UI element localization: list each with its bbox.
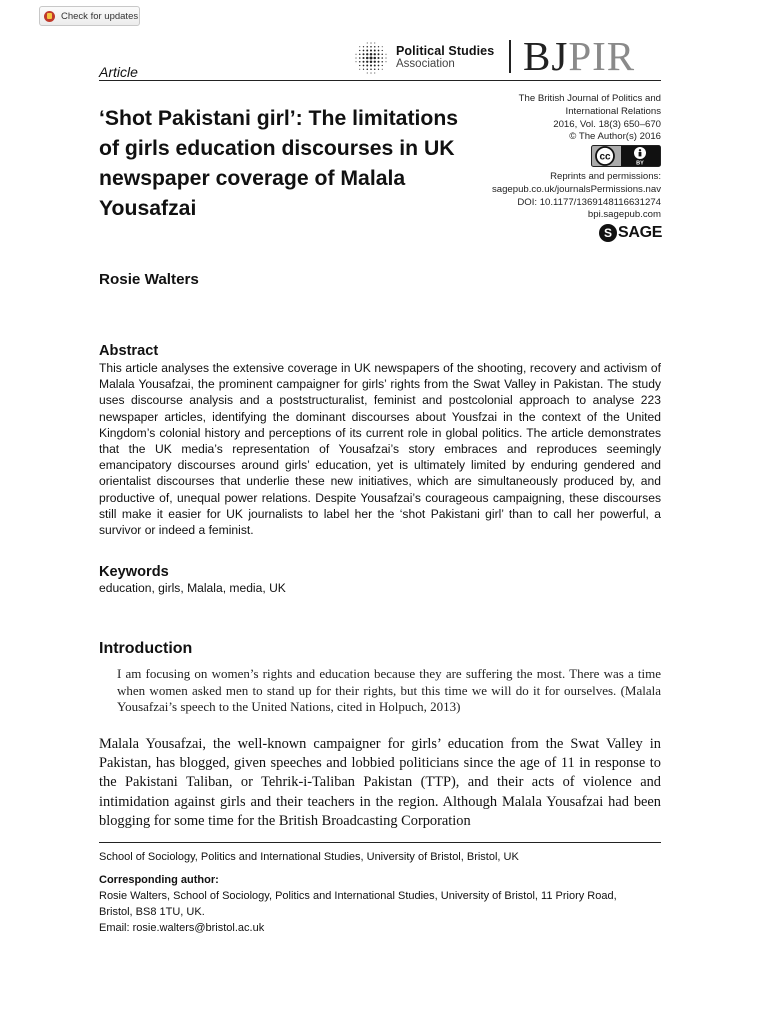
journal-name-line1: The British Journal of Politics and bbox=[518, 93, 661, 104]
logo-dot bbox=[355, 61, 356, 62]
logo-dot bbox=[359, 46, 360, 47]
logo-dot bbox=[381, 57, 383, 59]
logo-dot bbox=[363, 65, 365, 67]
logo-dot bbox=[381, 61, 383, 63]
corresponding-email[interactable]: Email: rosie.walters@bristol.ac.uk bbox=[99, 922, 265, 934]
logo-dot bbox=[378, 65, 380, 67]
logo-dot bbox=[370, 72, 371, 73]
logo-dot bbox=[374, 68, 376, 70]
crossmark-icon bbox=[44, 11, 55, 22]
psa-name-line2: Association bbox=[396, 58, 455, 70]
logo-dot bbox=[359, 57, 361, 59]
by-label: BY bbox=[636, 160, 644, 167]
logo-dot bbox=[363, 46, 364, 47]
doi[interactable]: DOI: 10.1177/1369148116631274 bbox=[517, 196, 661, 208]
logo-dot bbox=[378, 46, 379, 47]
corresponding-address-line1: Rosie Walters, School of Sociology, Politics and International Studies, University of Bristol, 11 Priory Road, bbox=[99, 890, 617, 902]
logo-dot bbox=[382, 46, 383, 47]
logo-dot bbox=[359, 69, 360, 70]
logo-dot bbox=[378, 69, 379, 70]
psa-name-line1: Political Studies bbox=[396, 44, 495, 58]
logo-dot bbox=[367, 72, 368, 73]
epigraph-quote: I am focusing on women’s rights and education because they are suffering the most. There was a time when women asked men to stand up for their rights, but this time we will do it for ourselves. (Malala Yousafzai’s speech to the United Nations, cited in Holpuch, 2013) bbox=[117, 666, 661, 715]
reprints-label: Reprints and permissions: bbox=[550, 171, 661, 182]
logo-dot bbox=[355, 54, 356, 55]
corresponding-author-heading: Corresponding author: bbox=[99, 874, 219, 886]
logo-dot bbox=[370, 57, 373, 60]
logo-dot bbox=[370, 53, 373, 56]
logo-dot bbox=[366, 57, 369, 60]
cc-label: cc bbox=[599, 151, 611, 163]
logo-dot bbox=[359, 50, 360, 51]
abstract-heading: Abstract bbox=[99, 343, 159, 359]
logo-dot bbox=[370, 68, 372, 70]
journal-volume: 2016, Vol. 18(3) 650–670 bbox=[553, 118, 661, 130]
keywords-list: education, girls, Malala, media, UK bbox=[99, 581, 286, 595]
journal-logo bbox=[523, 33, 636, 79]
logo-dot bbox=[366, 46, 368, 48]
logo-dot bbox=[385, 61, 386, 62]
header-rule bbox=[99, 80, 661, 81]
header-divider bbox=[509, 40, 511, 73]
logo-dot bbox=[363, 50, 365, 52]
logo-dot bbox=[374, 53, 376, 55]
logo-dot bbox=[377, 57, 379, 59]
paper-title: ‘Shot Pakistani girl’: The limitations of girls education discourses in UK newspaper coverage of Malala Yousafzai bbox=[99, 107, 459, 220]
journal-name-line2: International Relations bbox=[565, 105, 661, 117]
logo-dot bbox=[374, 61, 376, 63]
logo-dot bbox=[367, 42, 368, 43]
sage-logo bbox=[599, 224, 662, 242]
copyright: © The Author(s) 2016 bbox=[569, 131, 661, 143]
article-type-label: Article bbox=[99, 64, 138, 80]
logo-dot bbox=[366, 53, 368, 55]
logo-dot bbox=[382, 65, 383, 66]
logo-dot bbox=[366, 50, 368, 52]
corresponding-author-details bbox=[99, 888, 661, 936]
logo-dot bbox=[385, 54, 386, 55]
author-name: Rosie Walters bbox=[99, 271, 199, 288]
logo-dot bbox=[363, 61, 365, 63]
journal-logo-pir: PIR bbox=[568, 33, 636, 79]
logo-dot bbox=[378, 61, 380, 63]
permissions-meta bbox=[492, 171, 661, 222]
logo-dot bbox=[378, 53, 380, 55]
logo-dot bbox=[370, 60, 373, 63]
journal-logo-bj: BJ bbox=[523, 33, 569, 79]
logo-dot bbox=[374, 50, 376, 52]
logo-dot bbox=[374, 65, 376, 67]
logo-dot bbox=[370, 64, 372, 66]
journal-meta bbox=[519, 93, 661, 144]
check-for-updates-label: Check for updates bbox=[61, 10, 139, 22]
logo-dot bbox=[378, 50, 380, 52]
logo-dot bbox=[355, 57, 356, 58]
logo-dot bbox=[382, 50, 383, 51]
keywords-heading: Keywords bbox=[99, 564, 169, 580]
introduction-heading: Introduction bbox=[99, 640, 193, 657]
logo-dot bbox=[359, 61, 361, 63]
logo-dot bbox=[363, 69, 364, 70]
logo-dot bbox=[370, 42, 371, 43]
sage-s-icon: S bbox=[599, 224, 617, 242]
logo-dot bbox=[373, 57, 376, 60]
logo-dot bbox=[374, 72, 375, 73]
logo-dot bbox=[359, 65, 360, 66]
author-affiliation: School of Sociology, Politics and International Studies, University of Bristol, Bristol, UK bbox=[99, 851, 519, 863]
logo-dot bbox=[382, 69, 383, 70]
logo-dot bbox=[370, 49, 372, 51]
sage-wordmark: SAGE bbox=[618, 224, 663, 241]
logo-dot bbox=[374, 42, 375, 43]
logo-dot bbox=[359, 53, 361, 55]
footnote-rule bbox=[99, 842, 661, 843]
logo-dot bbox=[385, 57, 386, 58]
logo-dot bbox=[366, 61, 368, 63]
logo-dot bbox=[374, 46, 376, 48]
journal-site-link[interactable]: bpi.sagepub.com bbox=[587, 209, 661, 221]
logo-dot bbox=[370, 46, 372, 48]
logo-dot bbox=[381, 53, 383, 55]
check-for-updates-button[interactable] bbox=[39, 6, 140, 26]
creative-commons-by-icon[interactable] bbox=[591, 145, 661, 167]
logo-dot bbox=[362, 57, 364, 59]
logo-dot bbox=[366, 68, 368, 70]
logo-dot bbox=[363, 53, 365, 55]
body-paragraph: Malala Yousafzai, the well-known campaigner for girls’ education from the Swat Valley in Pakistan, has blogged, given speeches and lobbied politicians since the age of 11 in response to the Pakistani Taliban, or Tehrik-i-Taliban Pakistan (TTP), and their acts of violence and intimidation against girls and their teachers in the region. Although Malala Yousafzai had been blogging for some time for the British Broadcasting Corporation bbox=[99, 736, 661, 829]
corresponding-address-line2: Bristol, BS8 1TU, UK. bbox=[99, 906, 205, 918]
reprints-link[interactable]: sagepub.co.uk/journalsPermissions.nav bbox=[491, 183, 661, 195]
logo-dot bbox=[366, 65, 368, 67]
dot-globe-icon bbox=[354, 41, 388, 75]
abstract-text: This article analyses the extensive coverage in UK newspapers of the shooting, recovery and activism of Malala Yousafzai, the prominent campaigner for girls’ rights from the Swat Valley in Pakistan. The study uses discourse analysis and a poststructuralist, feminist and postcolonial approach to analyse 223 newspaper articles, identifying the dominant discourses about Yousfzai in the context of the United Kingdom’s colonial history and perceptions of its current role in global politics. The article demonstrates that the UK media’s representation of Yousafzai’s story embraces and reproduces seemingly emancipatory discourses around girls’ education, yet is ultimately limited by enduring gendered and orientalist discourses that underlie these new initiatives, which are simultaneously produced by, and productive of, unequal power relations. Despite Yousafzai’s courageous campaigning, these discourses still make it easier for UK journalists to label her the ‘shot Pakistani girl’ than to call her powerful, a survivor or indeed a feminist. bbox=[99, 361, 661, 538]
